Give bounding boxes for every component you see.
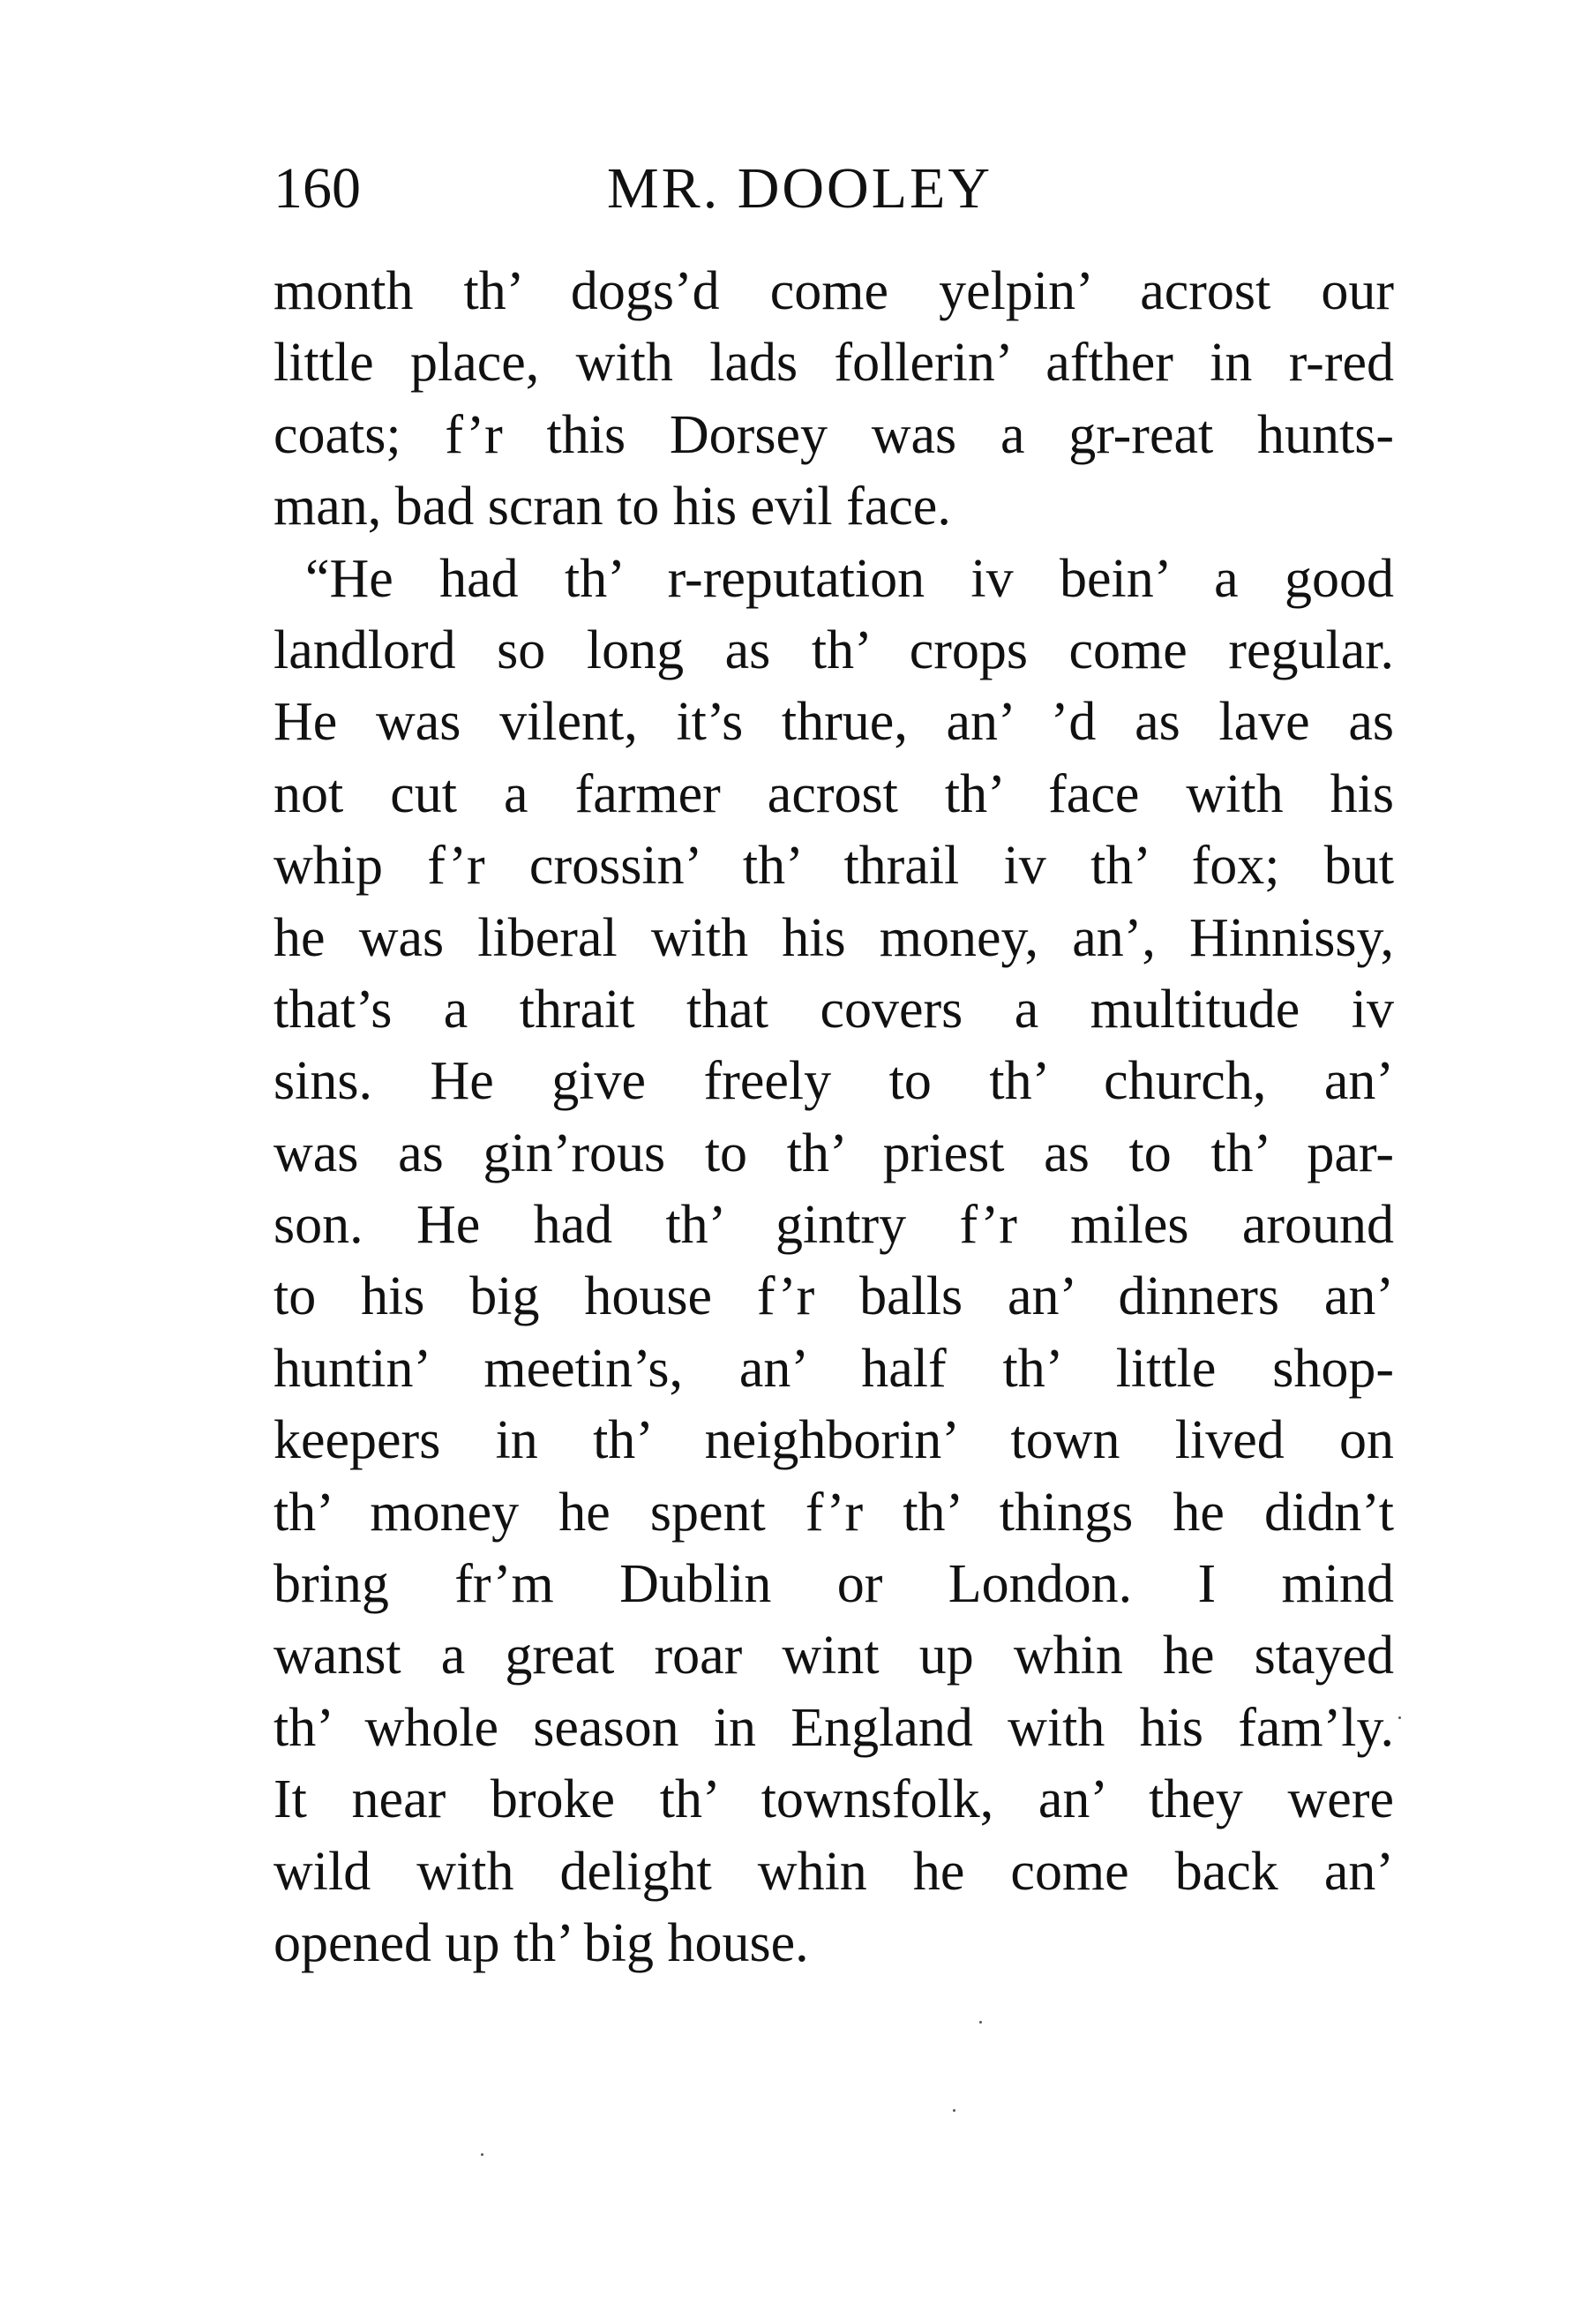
print-speck [979, 2021, 982, 2024]
text-line: was as gin’rous to th’ priest as to th’ par- [273, 1123, 1394, 1183]
text-line: opened up th’ big house. [273, 1912, 809, 1973]
text-line: man, bad scran to his evil face. [273, 477, 951, 537]
text-line: son. He had th’ gintry f’r miles around [273, 1195, 1394, 1256]
text-line: whip f’r crossin’ th’ thrail iv th’ fox; but [273, 836, 1394, 897]
text-line: It near broke th’ townsfolk, an’ they were [273, 1769, 1394, 1830]
text-line: wild with delight whin he come back an’ [273, 1841, 1394, 1902]
paragraph-1 [273, 256, 1394, 544]
text-line: month th’ dogs’d come yelpin’ acrost our [273, 261, 1394, 321]
text-line: keepers in th’ neighborin’ town lived on [273, 1410, 1394, 1471]
text-line: coats; f’r this Dorsey was a gr-reat hunts- [273, 404, 1394, 465]
page-number: 160 [273, 156, 361, 221]
text-line: to his big house f’r balls an’ dinners an’ [273, 1266, 1394, 1327]
text-line: He was vilent, it’s thrue, an’ ’d as lave as [273, 692, 1394, 753]
text-line: sins. He give freely to th’ church, an’ [273, 1051, 1394, 1112]
text-line: that’s a thrait that covers a multitude iv [273, 979, 1394, 1040]
text-line: wanst a great roar wint up whin he stayed [273, 1626, 1394, 1686]
print-speck [953, 2109, 955, 2112]
text-line: not cut a farmer acrost th’ face with his [273, 763, 1394, 824]
text-line: th’ money he spent f’r th’ things he didn’t [273, 1482, 1394, 1543]
paragraph-2 [273, 544, 1394, 1980]
text-line: “He had th’ r-reputation iv bein’ a good [305, 548, 1394, 609]
text-line: he was liberal with his money, an’, Hinnissy, [273, 907, 1394, 968]
body-text [273, 256, 1394, 1979]
text-line: bring fr’m Dublin or London. I mind [273, 1554, 1394, 1615]
print-speck [481, 2153, 483, 2156]
text-line: little place, with lads follerin’ afther in r-red [273, 333, 1394, 394]
text-line: landlord so long as th’ crops come regular. [273, 620, 1394, 680]
print-speck [1398, 1716, 1401, 1719]
text-line: huntin’ meetin’s, an’ half th’ little shop- [273, 1338, 1394, 1399]
running-title: MR. DOOLEY [607, 156, 993, 221]
text-line: th’ whole season in England with his fam’ly. [273, 1697, 1394, 1758]
running-head [273, 155, 1394, 226]
